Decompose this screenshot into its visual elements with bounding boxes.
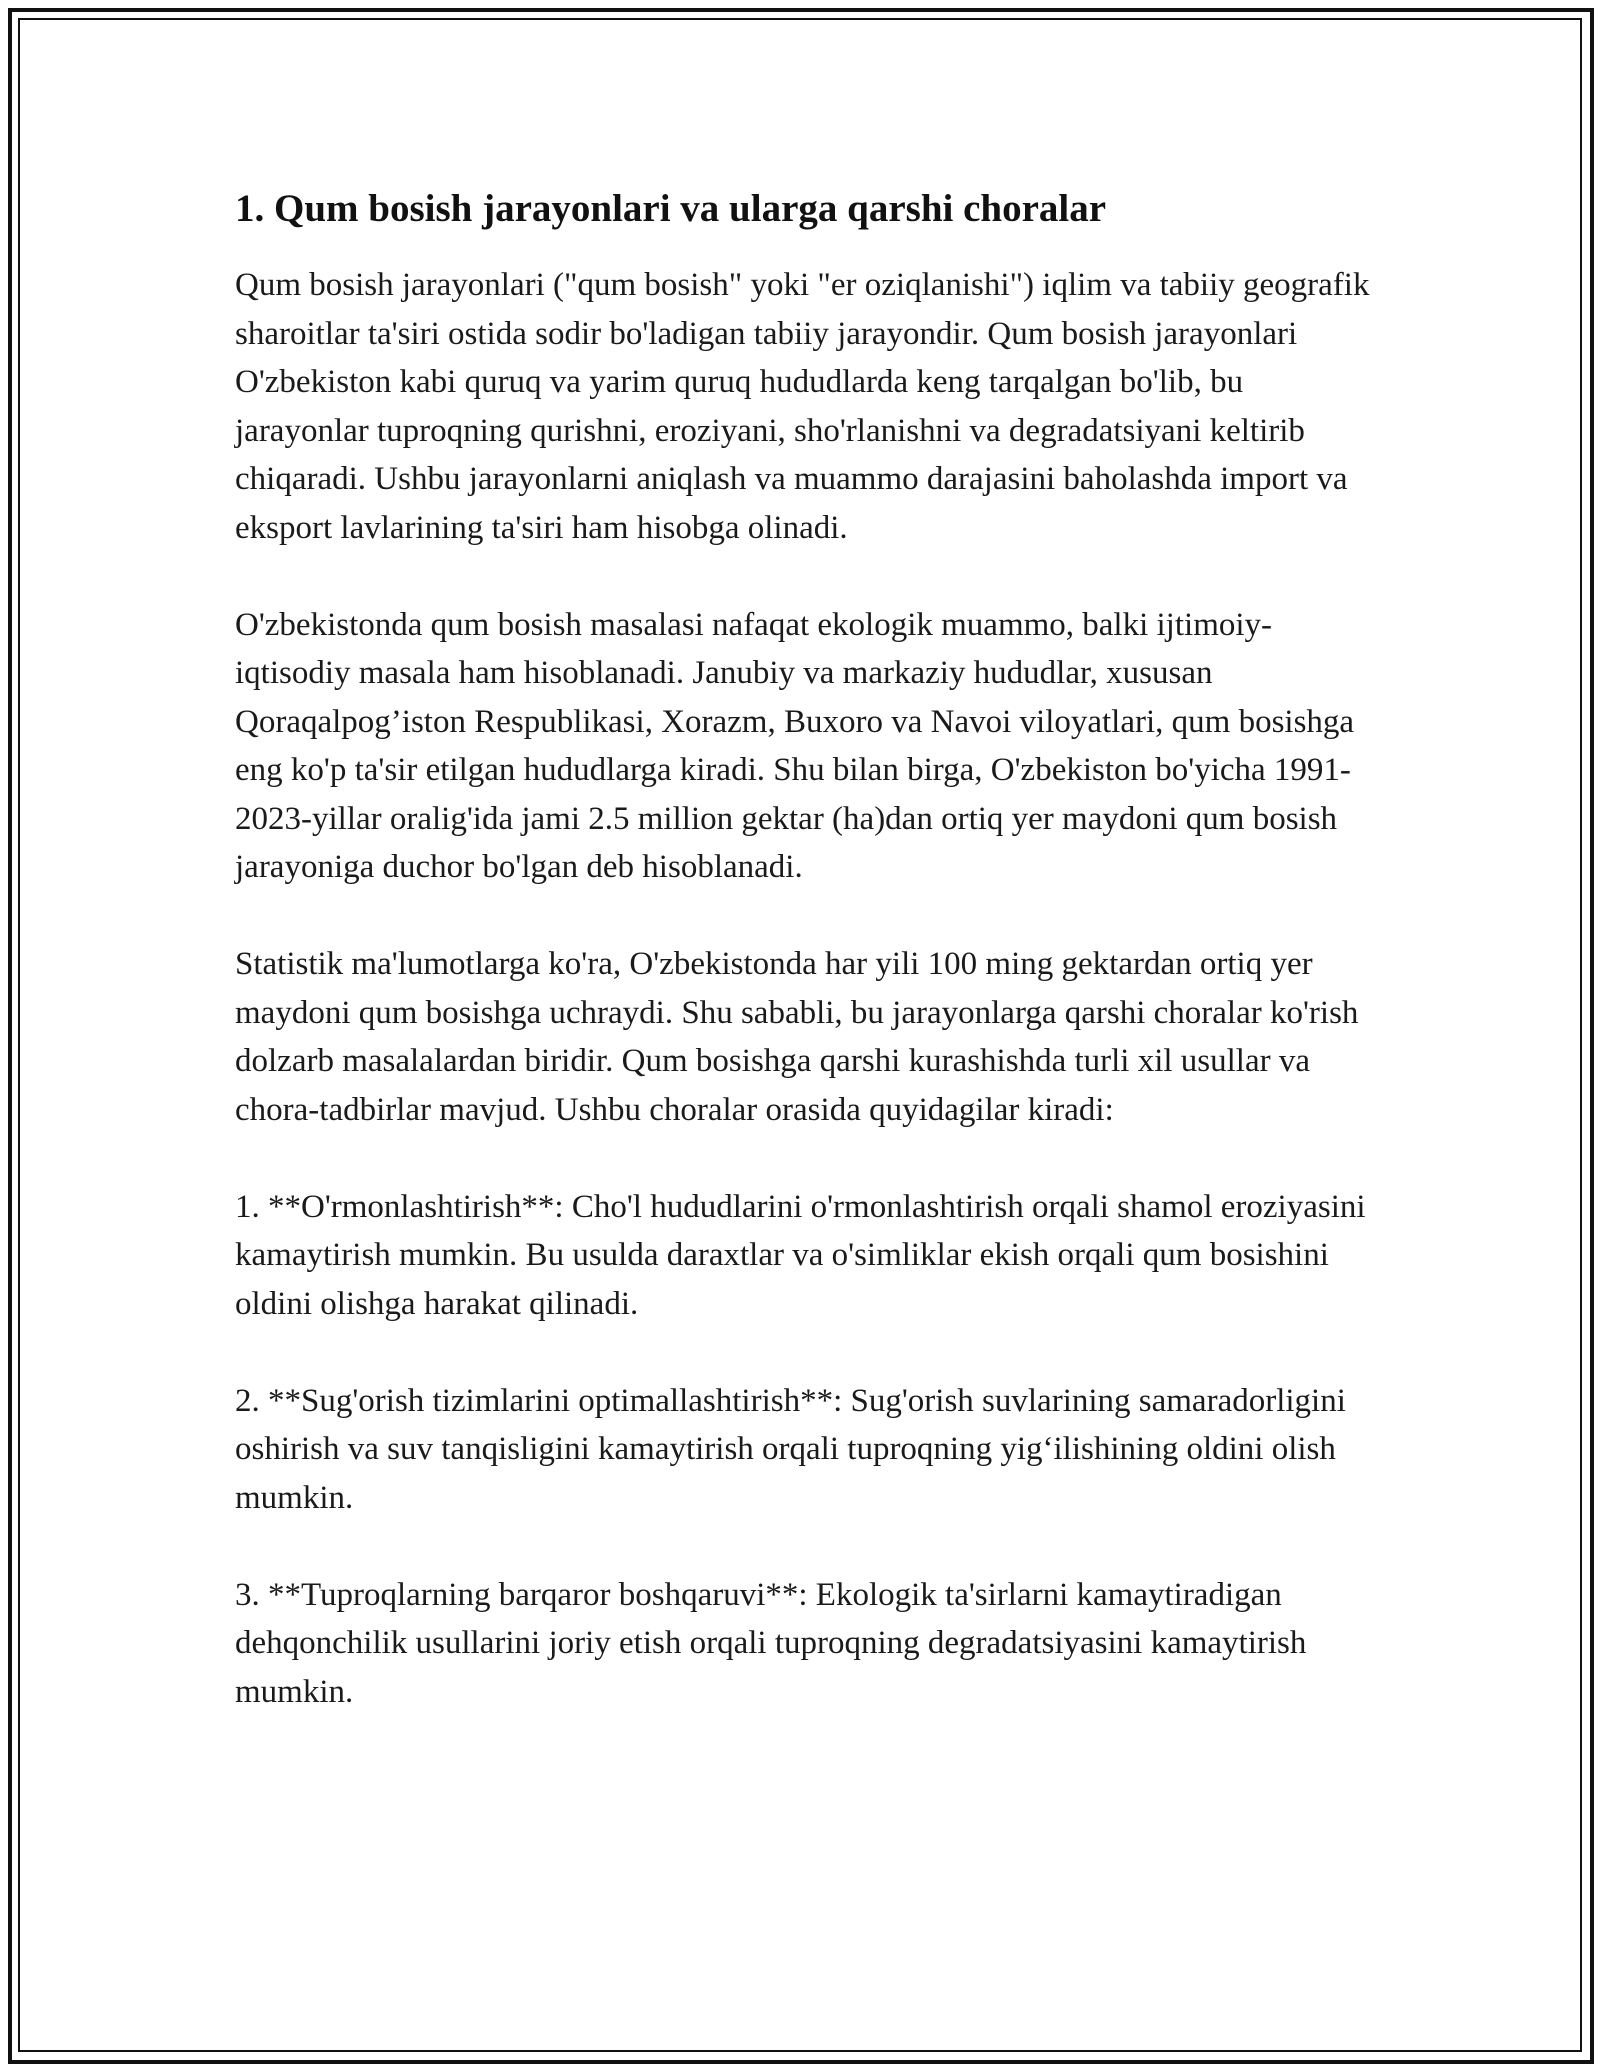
list-item-afforestation: 1. **O'rmonlashtirish**: Cho'l hududlarini o'rmonlashtirish orqali shamol eroziyasini kamaytirish mumkin. Bu usulda daraxtlar va o'simliklar ekish orqali qum bosishini oldini olishga harakat qilinadi. [235, 1188, 1366, 1322]
paragraph-statistics: Statistik ma'lumotlarga ko'ra, O'zbekistonda har yili 100 ming gektardan ortiq yer maydoni qum bosishga uchraydi. Shu sababli, bu jarayonlarga qarshi choralar ko'rish dolzarb masalalardan biridir. Qum bosishga qarshi kurashishda turli xil usullar va chora-tadbirlar mavjud. Ushbu choralar orasida quyidagilar kiradi: [235, 946, 1359, 1128]
section-heading: 1. Qum bosish jarayonlari va ularga qarshi choralar [235, 187, 1107, 230]
list-item-irrigation: 2. **Sug'orish tizimlarini optimallashtirish**: Sug'orish suvlarining samaradorligini oshirish va suv tanqisligini kamaytirish orqali tuproqning yig‘ilishining oldini olish mumkin. [235, 1382, 1346, 1516]
document-body [235, 185, 1385, 1765]
paragraph-uzbekistan-context: O'zbekistonda qum bosish masalasi nafaqat ekologik muammo, balki ijtimoiy-iqtisodiy masala ham hisoblanadi. Janubiy va markaziy hududlar, xususan Qoraqalpog’iston Respublikasi, Xorazm, Buxoro va Navoi viloyatlari, qum bosishga eng ko'p ta'sir etilgan hududlarga kiradi. Shu bilan birga, O'zbekiston bo'yicha 1991-2023-yillar oralig'ida jami 2.5 million gektar (ha)dan ortiq yer maydoni qum bosish jarayoniga duchor bo'lgan deb hisoblanadi. [235, 606, 1355, 885]
list-item-soil-management: 3. **Tuproqlarning barqaror boshqaruvi**: Ekologik ta'sirlarni kamaytiradigan dehqonchilik usullarini joriy etish orqali tuproqning degradatsiyasini kamaytirish mumkin. [235, 1576, 1307, 1710]
paragraph-intro: Qum bosish jarayonlari ("qum bosish" yoki "er oziqlanishi") iqlim va tabiiy geografik sharoitlar ta'siri ostida sodir bo'ladigan tabiiy jarayondir. Qum bosish jarayonlari O'zbekiston kabi quruq va yarim quruq hududlarda keng tarqalgan bo'lib, bu jarayonlar tuproqning qurishni, eroziyani, sho'rlanishni va degradatsiyani keltirib chiqaradi. Ushbu jarayonlarni aniqlash va muammo darajasini baholashda import va eksport lavlarining ta'siri ham hisobga olinadi. [235, 267, 1370, 546]
